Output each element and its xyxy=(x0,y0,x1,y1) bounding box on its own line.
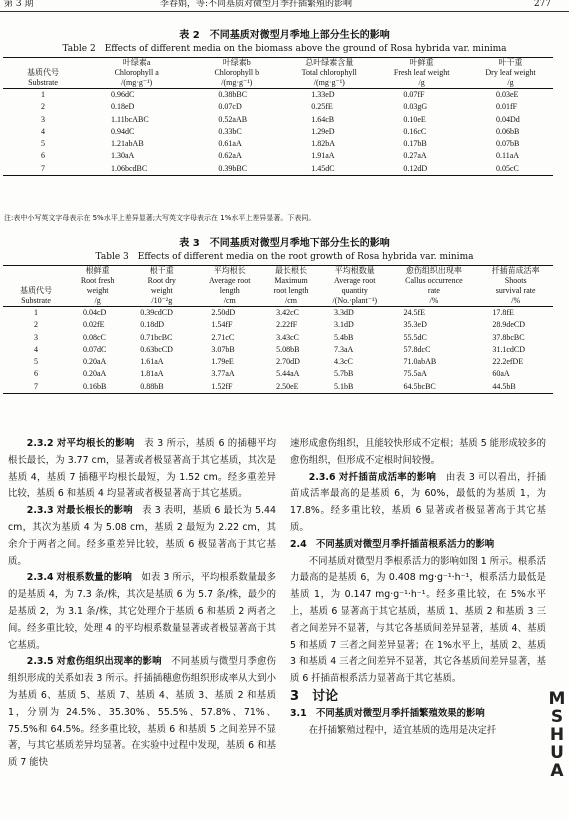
table2-row xyxy=(3,150,553,162)
table3-cell: 6 xyxy=(34,369,38,379)
table2-cell: 0.01fF xyxy=(495,102,518,112)
table3-cell: 7.3aA xyxy=(333,344,354,354)
table3-cell: 2 xyxy=(34,320,38,330)
table3-cell: 2.71cC xyxy=(211,332,235,342)
table3-cell: 0.18dD xyxy=(140,320,164,330)
table2-cell: 0.33bC xyxy=(218,126,242,136)
table2-row xyxy=(3,114,553,126)
table3-cell: 35.3eD xyxy=(403,320,427,330)
table2-cell: 1.82bA xyxy=(311,139,336,149)
table3-cell: 3.3dD xyxy=(333,308,354,317)
table2-cell: 0.62aA xyxy=(218,151,242,161)
table3-cell: 4.3cC xyxy=(333,357,353,367)
table3-cell: 1.61aA xyxy=(140,357,164,367)
table2-cell: 0.18eD xyxy=(111,102,135,112)
table3-cell: 4 xyxy=(34,344,38,354)
table3-cell: 22.2efDE xyxy=(492,357,524,367)
table2-row xyxy=(3,126,553,138)
table3-cell: 1.52fF xyxy=(211,381,233,391)
continuation-paragraph: 速形成愈伤组织，且能较快形成不定根；基质 5 能形成较多的愈伤组织，但形成不定根时间较慢。 xyxy=(290,438,546,466)
table2-cell: 1.30aA xyxy=(111,151,135,161)
table2-cell: 0.39bBC xyxy=(218,163,248,173)
table2-cell: 0.27aA xyxy=(403,151,427,161)
table2-caption-en: Table 2 Effects of different media on the biomass above the ground of Rosa hybrida var. minima xyxy=(62,44,507,54)
table3-cell: 5.08bB xyxy=(276,344,300,354)
table2-header: 基质代号 Substrate xyxy=(27,68,59,87)
section-2-3-3: 2.3.3 对最长根长的影响 表 3 表明，基质 6 最长为 5.44 cm，其次为基质 4 为 5.08 cm，基质 2 最短为 2.22 cm，其余介于两者之间。经多重差异比较，基质 6 极显著高于其它基质。 xyxy=(8,505,276,567)
table2-cell: 4 xyxy=(41,126,45,136)
table3-cell: 55.5dC xyxy=(403,332,427,342)
table2-cell: 1.21abAB xyxy=(111,139,144,149)
table2-cell: 0.03eE xyxy=(495,90,519,99)
table3-cell: 2.22fF xyxy=(276,320,298,330)
table3-cell: 0.08cC xyxy=(83,332,106,342)
table2-cell: 0.07cD xyxy=(218,102,242,112)
table3-cell: 0.16bB xyxy=(83,381,107,391)
table3-cell: 60aA xyxy=(492,369,510,379)
table3-cell: 5.7bB xyxy=(333,369,354,379)
table2-header: 叶绿素a Chlorophyll a /(mg·g⁻¹) xyxy=(114,58,159,87)
issue-number: 第 3 期 xyxy=(4,0,34,9)
table3-cell: 0.88bB xyxy=(140,381,164,391)
table2-cell: 0.07bB xyxy=(495,139,520,149)
table2-cell: 1.06bcdBC xyxy=(111,163,148,173)
table2-cell: 3 xyxy=(41,114,45,124)
table3-cell: 31.1cdCD xyxy=(492,344,526,354)
table3-cell: 17.8fE xyxy=(492,308,514,317)
section-2-3-5: 2.3.5 对愈伤组织出现率的影响 不同基质与微型月季愈伤组织形成的关系如表 3 所示。扦插插穗愈伤组织形成率从大到小为基质 6、基质 5、基质 7、基质 4、基质 3、基质 2 和基质 1，分别为 24.5%、35.30%、55.5%、57.8%、71%、75.5%和 64.5%。经多重比较，基质 6 和基质 5 之间差异不显著，与其它基质差异均显著。在实验中过程中发现，基质 6 和基质 7 能快 xyxy=(8,656,276,769)
table3-cell: 0.04cD xyxy=(83,308,107,317)
section-2-3-4: 2.3.4 对根系数量的影响 如表 3 所示，平均根系数量最多的是基质 4，为 7.3 条/株，其次是基质 6 为 5.7 条/株，最少的是基质 2，为 3.1 条/株，其它处理介于基质 6 和基质 2 两者之间。经多重比较，处理 4 的平均根系数量显著或者极显著高于其它基质。 xyxy=(8,572,276,651)
table3-cell: 5 xyxy=(34,357,38,367)
table2-cell: 0.06bB xyxy=(495,126,520,136)
table3-cell: 0.02fE xyxy=(83,320,105,330)
table3-cell: 3.43cC xyxy=(276,332,299,342)
table3-cell: 5.4bB xyxy=(333,332,354,342)
table3-cell: 75.5aA xyxy=(403,369,427,379)
table3-row xyxy=(3,344,553,356)
table3-cell: 64.5bcBC xyxy=(403,381,436,391)
table3-cell: 0.39cdCD xyxy=(140,308,173,317)
table2-cell: 0.94dC xyxy=(111,126,135,136)
table3-cell: 0.63bcCD xyxy=(140,344,173,354)
table2-cell: 1.45dC xyxy=(311,163,335,173)
table2-header: 叶鲜重 Fresh leaf weight /g xyxy=(393,58,450,87)
table3-row xyxy=(3,307,553,320)
table2-cell: 1.33eD xyxy=(311,90,335,99)
table3-cell: 44.5bB xyxy=(492,381,516,391)
table2-cell: 1.11bcABC xyxy=(111,114,149,124)
section-2-4-body: 不同基质对微型月季根系活力的影响如图 1 所示。根系活力最高的是基质 6，为 0.408 mg·g⁻¹·h⁻¹，根系活力最低是基质 1，为 0.147 mg·g⁻¹·h⁻¹。经多重比较，在 5%水平上，基质 6 显著高于其它基质，基质 1、基质 2 和基质 3 三者之间差异不显著，与其它各基质间差异显著，基质 4、基质 5 和基质 7 三者之间差异显著；在 1%水平上，基质 2、基质 3 和基质 4 三者之间差异不显著，其它各基质间差异显著，基质 6 扦插苗根系活力显著高于其它基质。 xyxy=(290,555,546,685)
table3-cell: 57.8dcC xyxy=(403,344,431,354)
table3 xyxy=(3,265,553,394)
table2-cell: 0.38bBC xyxy=(218,90,248,99)
table3-cell: 0.20aA xyxy=(83,357,107,367)
table3-cell: 1.54fF xyxy=(211,320,233,330)
table2-row xyxy=(3,89,553,102)
table3-row xyxy=(3,319,553,331)
table2-cell: 0.96dC xyxy=(111,90,135,99)
section-2-4-heading: 2.4 不同基质对微型月季扦插苗根系活力的影响 xyxy=(290,538,495,550)
table2-cell: 1.29eD xyxy=(311,126,335,136)
table3-cell: 71.0abAB xyxy=(403,357,437,367)
table2-caption-zh: 表 2 不同基质对微型月季地上部分生长的影响 xyxy=(179,30,390,41)
left-column xyxy=(8,436,276,772)
table3-cell: 2.50dD xyxy=(211,308,236,317)
table2-row xyxy=(3,101,553,113)
table2-cell: 0.61aA xyxy=(218,139,242,149)
table3-cell: 5.44aA xyxy=(276,369,300,379)
table2-cell: 0.05cC xyxy=(495,163,519,173)
table2-body xyxy=(3,89,553,176)
table3-cell: 3.07bB xyxy=(211,344,235,354)
table3-header: 平均根数量 Average root quantity /(No.·plant⁻¹) xyxy=(332,266,378,305)
table2-cell: 0.17bB xyxy=(403,139,427,149)
table2-cell: 0.04Dd xyxy=(495,114,520,124)
table2-row xyxy=(3,138,553,150)
table2-cell: 1 xyxy=(41,90,45,99)
table2 xyxy=(3,57,553,176)
table2-cell: 0.11aA xyxy=(495,151,520,161)
table2-row xyxy=(3,163,553,176)
table3-cell: 7 xyxy=(34,381,38,391)
table2-cell: 2 xyxy=(41,102,45,112)
table3-header: 愈伤组织出现率 Callus occurrence rate /% xyxy=(405,266,463,305)
table3-header: 基质代号 Substrate xyxy=(20,286,52,305)
table2-cell: 0.10eE xyxy=(403,114,426,124)
table3-cell: 2.50eE xyxy=(276,381,299,391)
table2-header-row xyxy=(3,58,553,89)
page-number: 277 xyxy=(533,0,551,9)
table2-cell: 0.52aAB xyxy=(218,114,248,124)
table3-cell: 1.81aA xyxy=(140,369,164,379)
table3-cell: 3 xyxy=(34,332,38,342)
table2-cell: 1.91aA xyxy=(311,151,335,161)
section-3-heading: 3 讨论 xyxy=(290,688,339,704)
table3-cell: 1 xyxy=(34,308,38,317)
table2-cell: 1.64cB xyxy=(311,114,335,124)
table2-header: 叶绿素b Chlorophyll b /(mg·g⁻¹) xyxy=(214,58,260,87)
section-3-1-body: 在扦插繁殖过程中，适宜基质的选用是决定扦 xyxy=(308,724,497,736)
table3-cell: 24.5fE xyxy=(403,308,426,317)
table3-cell: 0.20aA xyxy=(83,369,107,379)
running-title: 李春娟，等:不同基质对微型月季扦插繁殖的影响 xyxy=(160,0,353,9)
table2-cell: 7 xyxy=(41,163,45,173)
table3-caption-en: Table 3 Effects of different media on the root growth of Rosa hybrida var. minima xyxy=(95,252,474,262)
table3-cell: 3.42cC xyxy=(276,308,299,317)
table3-cell: 5.1bB xyxy=(333,381,354,391)
table3-body xyxy=(3,307,553,394)
table3-cell: 2.70dD xyxy=(276,357,300,367)
table3-header: 扦插苗成活率 Shoots survival rate /% xyxy=(491,266,540,305)
table3-caption-zh: 表 3 不同基质对微型月季地下部分生长的影响 xyxy=(179,238,390,249)
table3-cell: 3.77aA xyxy=(211,369,235,379)
table2-cell: 0.12dD xyxy=(403,163,428,173)
table2-cell: 0.25fE xyxy=(311,102,333,112)
table3-header-row xyxy=(3,266,553,307)
table2-cell: 5 xyxy=(41,139,45,149)
table3-header: 根干重 Root dry weight /10⁻²g xyxy=(147,266,176,305)
section-2-3-6: 2.3.6 对扦插苗成活率的影响 由表 3 可以看出，扦插苗成活率最高的是基质 6，为 60%，最低的为基质 1，为 17.8%。经多重比较，基质 6 显著或者极显著高于其它基质。 xyxy=(290,471,546,533)
table3-header: 最长根长 Maximum root length /cm xyxy=(273,266,309,305)
section-3-1-heading: 3.1 不同基质对微型月季扦插繁殖效果的影响 xyxy=(290,707,485,719)
running-header xyxy=(0,0,569,12)
table3-row xyxy=(3,381,553,394)
table2-header: 叶干重 Dry leaf weight /g xyxy=(485,58,536,87)
table3-cell: 0.71bcBC xyxy=(140,332,173,342)
table3-header: 平均根长 Average root length /cm xyxy=(209,266,251,305)
table3-header: 根鲜重 Root fresh weight /g xyxy=(80,266,115,305)
table2-header: 总叶绿素含量 Total chlorophyll /(mg·g⁻¹) xyxy=(301,58,357,87)
table-note: 注:表中小写英文字母表示在 5%水平上差异显著;大写英文字母表示在 1%水平上差异显著。下表同。 xyxy=(4,214,316,222)
table3-cell: 28.9deCD xyxy=(492,320,526,330)
table3-row xyxy=(3,356,553,368)
section-2-3-2: 2.3.2 对平均根长的影响 表 3 所示，基质 6 的插穗平均根长最长，为 3.77 cm，显著或者极显著高于其它基质，其次是基质 4，基质 7 插穗平均根长最短，为 1.52 cm。经多重差异比较，基质 6 和基质 4 均显著或者极显著高于其它基质。 xyxy=(8,438,276,500)
table2-cell: 6 xyxy=(41,151,45,161)
right-column xyxy=(290,436,546,740)
table2-cell: 0.07fF xyxy=(403,90,425,99)
table3-cell: 37.8bcBC xyxy=(492,332,525,342)
table2-cell: 0.16cC xyxy=(403,126,427,136)
table3-row xyxy=(3,332,553,344)
table3-cell: 0.07dC xyxy=(83,344,107,354)
table3-cell: 3.1dD xyxy=(333,320,354,330)
table2-cell: 0.03gG xyxy=(403,102,428,112)
table3-cell: 1.79eE xyxy=(211,357,234,367)
table3-row xyxy=(3,368,553,380)
watermark: MSHUA xyxy=(548,689,566,781)
